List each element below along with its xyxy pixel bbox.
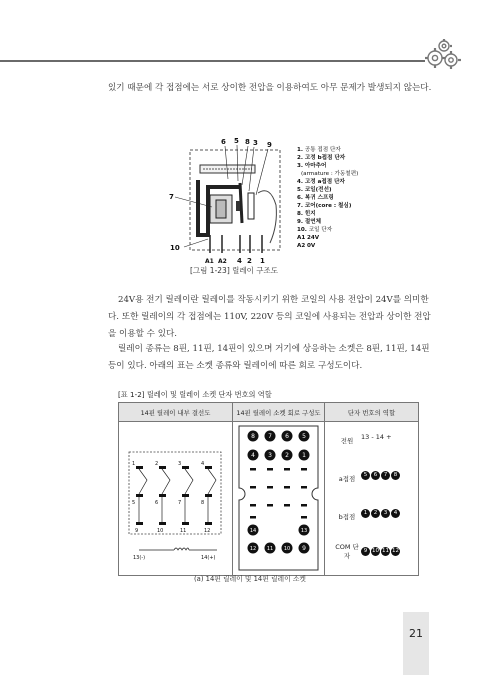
pin-label: 7 [178, 500, 182, 506]
paragraph-24v: 24V용 전기 릴레이란 릴레이를 작동시키기 위한 코일의 사용 전압이 24V를 의미한다. 또한 릴레이의 각 접점에는 110V, 220V 등의 코일에 사용되는 전압과 상이한 전압을 이용할 수 있다. [108, 295, 431, 339]
role-label: a접점 [338, 475, 356, 483]
role-a-contact [325, 460, 418, 498]
socket-pin: 10 [283, 546, 291, 552]
legend-num: 7. [297, 203, 304, 209]
socket-pin: 2 [285, 452, 289, 459]
callout-9: 9 [267, 141, 272, 149]
pin-badge: 7 [381, 471, 390, 480]
legend-num: A1 [297, 235, 306, 241]
gears-icon [423, 38, 463, 74]
pin-label: 2 [155, 461, 159, 467]
callout-10: 10 [170, 244, 180, 252]
pin-badge: 5 [361, 471, 370, 480]
legend-num: 8. [297, 211, 304, 217]
pin-label: 5 [132, 500, 136, 506]
callout-5: 5 [234, 137, 239, 145]
legend-text: 공통 접점 단자 [304, 147, 341, 153]
coil-minus-label: 13(-) [133, 555, 146, 561]
svg-text:1. 공통 접점 단자 [297, 145, 341, 153]
svg-text:6. 복귀 스프링 [297, 193, 334, 201]
svg-text:2. 고정 b접점 단자 [297, 153, 346, 161]
wiring-diagram [119, 422, 232, 575]
legend-num: 10. [297, 227, 307, 233]
svg-text:A2 0V [297, 243, 316, 249]
pin-label: 9 [135, 528, 139, 534]
pin-badge: 6 [371, 471, 380, 480]
role-power [325, 422, 418, 460]
role-com [325, 536, 418, 574]
svg-text:5. 코일(전선) [297, 185, 332, 193]
header-rule [0, 60, 425, 62]
socket-pin: 6 [285, 433, 289, 440]
pin-label: 4 [201, 461, 205, 467]
svg-text:7. 코어(core : 철심) [297, 201, 352, 209]
callout-6: 6 [221, 138, 226, 146]
pin-badge: 4 [391, 509, 400, 518]
pin-badge: 9 [361, 547, 370, 556]
pin-label: 3 [178, 461, 182, 467]
legend-num: 1. [297, 147, 304, 153]
coil-plus-label: 14(+) [201, 555, 216, 561]
socket-pin: 8 [251, 433, 255, 440]
pin-badge: 11 [382, 548, 389, 554]
legend-text: 복귀 스프링 [304, 195, 334, 201]
callout-1: 1 [260, 257, 265, 265]
table-caption: [표 1-2] 릴레이 및 릴레이 소켓 단자 번호의 역할 [118, 390, 272, 399]
legend-text: 24V [307, 235, 320, 241]
role-label: COM 단자 [335, 543, 359, 560]
pin-badge: 8 [391, 471, 400, 480]
socket-pin: 3 [268, 452, 272, 459]
table-header: 14핀 릴레이 내부 결선도 [119, 403, 233, 422]
figure-caption: [그림 1-23] 릴레이 구조도 [190, 266, 278, 275]
legend-text: 코어(core : 철심) [304, 203, 352, 209]
role-value: 13 - 14 + [361, 433, 392, 441]
svg-text:8. 힌지 [297, 209, 316, 217]
socket-pin: 5 [302, 433, 306, 440]
legend-num: 3. [297, 163, 304, 169]
legend-text: 힌지 [304, 211, 316, 217]
svg-text:9. 절연체 [297, 217, 321, 225]
legend-text: 고정 a접점 단자 [304, 179, 345, 185]
page-number: 21 [409, 627, 423, 640]
role-label: 전원 [340, 437, 354, 445]
svg-text:3. 아마추어 [297, 161, 326, 169]
pin-label: 8 [201, 500, 205, 506]
socket-pin: 7 [268, 433, 272, 440]
relay-table [118, 402, 419, 576]
pin-badge: 10 [372, 548, 379, 554]
page-number-tab [403, 612, 429, 675]
pin-label: 12 [204, 528, 211, 534]
legend-text: (armature : 가동철편) [301, 171, 359, 177]
svg-text:(armature : 가동철편) [301, 169, 358, 177]
svg-text:10. 코일 단자 [297, 225, 333, 233]
paragraph-relay-types: 릴레이 종류는 8핀, 11핀, 14핀이 있으며 거기에 상응하는 소켓은 8핀, 11핀, 14핀 등이 있다. 아래의 표는 소켓 종류와 릴레이에 따른 회로 구성도이다. [108, 344, 430, 371]
socket-pin: 1 [302, 452, 306, 459]
svg-text:A1 24V [297, 235, 320, 241]
role-b-contact [325, 498, 418, 536]
legend-text: 고정 b접점 단자 [304, 155, 346, 161]
pin-badge: 1 [361, 509, 370, 518]
socket-pin: 11 [266, 546, 274, 552]
pin-label: 11 [180, 528, 187, 534]
wiring-diagram-cell [119, 422, 233, 576]
callout-2: 2 [247, 257, 252, 265]
socket-pin: 9 [302, 545, 306, 552]
socket-pin: 12 [249, 546, 257, 552]
legend-num: A2 [297, 243, 306, 249]
legend-num: 9. [297, 219, 304, 225]
callout-8: 8 [245, 138, 250, 146]
table-footer-caption: (a) 14핀 릴레이 및 14핀 릴레이 소켓 [194, 575, 306, 583]
callout-3: 3 [253, 139, 258, 147]
paragraph-intro: 있기 때문에 각 접점에는 서로 상이한 전압을 이용하여도 아무 문제가 발생되지 않는다. [108, 83, 432, 93]
socket-pin: 4 [251, 452, 255, 459]
pin-label: 1 [132, 461, 136, 467]
pin-badge: 12 [392, 548, 399, 554]
callout-a2: A2 [218, 258, 227, 265]
legend-num: 2. [297, 155, 304, 161]
socket-pin: 14 [249, 528, 257, 534]
legend-text: 코일 단자 [308, 227, 333, 233]
pin-label: 6 [155, 500, 159, 506]
legend-text: 아마추어 [304, 163, 327, 169]
legend-text: 코일(전선) [304, 187, 332, 193]
pin-badge: 3 [381, 509, 390, 518]
table-header: 14핀 릴레이 소켓 회로 구성도 [233, 403, 325, 422]
socket-pin: 13 [300, 528, 308, 534]
table-header: 단자 번호의 역할 [325, 403, 419, 422]
socket-diagram [233, 422, 324, 575]
legend-text: 절연체 [304, 219, 322, 225]
callout-a1: A1 [205, 258, 214, 265]
legend-num: 6. [297, 195, 304, 201]
legend-num: 5. [297, 187, 304, 193]
pin-roles-cell [325, 422, 419, 576]
callout-4: 4 [237, 257, 242, 265]
relay-structure-figure [170, 135, 370, 270]
svg-text:4. 고정 a접점 단자 [297, 177, 346, 185]
pin-badge: 2 [371, 509, 380, 518]
legend-num: 4. [297, 179, 304, 185]
socket-diagram-cell [233, 422, 325, 576]
pin-label: 10 [157, 528, 164, 534]
role-label: b접점 [338, 513, 356, 521]
legend-text: 0V [307, 243, 316, 249]
callout-7: 7 [169, 193, 174, 201]
